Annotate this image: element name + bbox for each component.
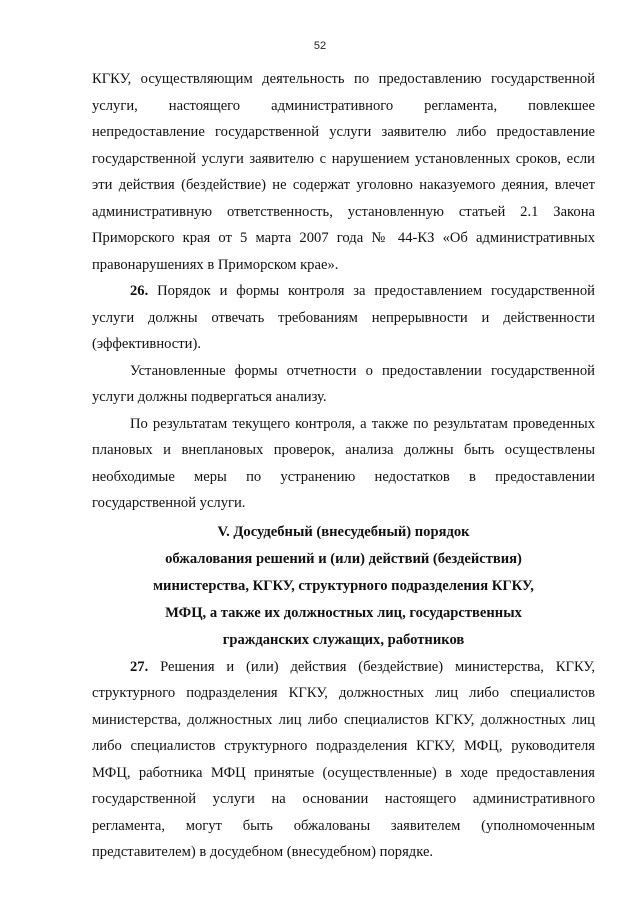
paragraph-26 [92,278,595,358]
paragraph-reporting-forms: Установленные формы отчетности о предоставлении государственной услуги должны подвергаться анализу. [92,362,595,405]
paragraph-text: Порядок и формы контроля за предоставлением государственной услуги должны отвечать требованиям непрерывности и действенности (эффективности). [92,283,595,352]
section-heading-line: V. Досудебный (внесудебный) порядок [217,523,470,540]
section-heading-line: обжалования решений и (или) действий (бездействия) [165,550,522,567]
paragraph-control-results: По результатам текущего контроля, а также по результатам проведенных плановых и внеплановых проверок, анализа должны быть осуществлены необходимые меры по устранению недостатков в предоставлении государственной услуги. [92,415,595,511]
document-body [92,66,595,866]
page-number: 52 [313,40,327,52]
section-heading-line: гражданских служащих, работников [222,631,465,648]
paragraph-27 [92,654,595,866]
paragraph-number: 27. [130,658,149,675]
section-heading-line: МФЦ, а также их должностных лиц, государственных [165,604,522,621]
paragraph-liability: КГКУ, осуществляющим деятельность по предоставлению государственной услуги, настоящего административного регламента, повлекшее непредоставление государственной услуги заявителю либо предоставление государственной услуги заявителю с нарушением установленных сроков, если эти действия (бездействие) не содержат уголовно наказуемого деяния, влечет административную ответственность, установленную статьей 2.1 Закона Приморского края от 5 марта 2007 года № 44-КЗ «Об административных правонарушениях в Приморском крае». [92,71,595,273]
section-heading-line: министерства, КГКУ, структурного подразделения КГКУ, [153,577,534,594]
paragraph-text: Решения и (или) действия (бездействие) министерства, КГКУ, структурного подразделения КГКУ, должностных лиц либо специалистов министерства, должностных лиц либо специалистов КГКУ, должностных лиц либо специалистов структурного подразделения КГКУ, МФЦ, руководителя МФЦ, работника МФЦ принятые (осуществленные) в ходе предоставления государственной услуги на основании настоящего административного регламента, могут быть обжалованы заявителем (уполномоченным представителем) в досудебном (внесудебном) порядке. [92,658,595,860]
paragraph-number: 26. [130,283,149,299]
section-v-heading [92,519,595,654]
